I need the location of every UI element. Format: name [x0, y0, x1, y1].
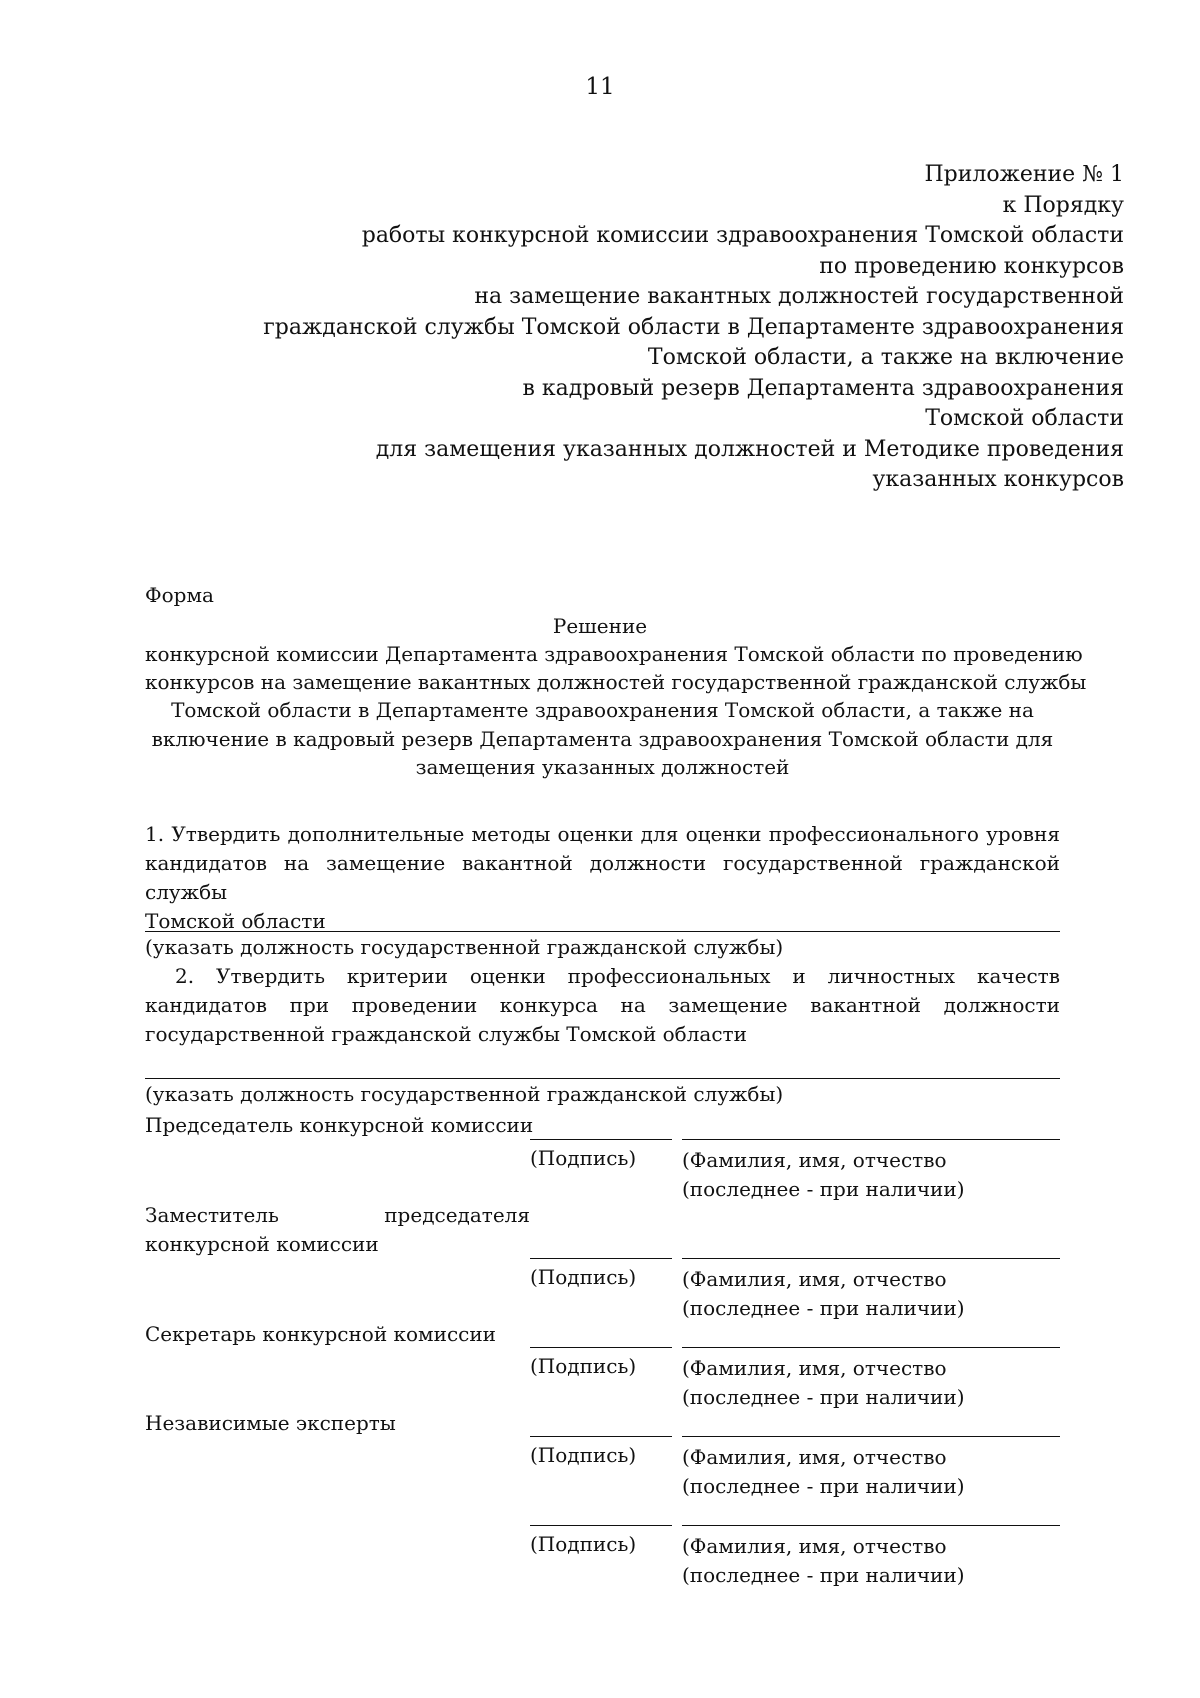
- decision-subtitle-line: замещения указанных должностей: [415, 754, 790, 779]
- name-caption-line: (Фамилия, имя, отчество: [682, 1445, 947, 1469]
- decision-subtitle-line: конкурсной комиссии Департамента здравоохранения Томской области по проведению: [145, 642, 1083, 666]
- decision-subtitle: [145, 640, 1087, 781]
- page-number: 11: [585, 74, 615, 100]
- name-caption: [682, 1146, 965, 1204]
- name-caption-line: (последнее - при наличии): [682, 1385, 965, 1409]
- name-caption-line: (последнее - при наличии): [682, 1177, 965, 1201]
- item1-paragraph: [145, 820, 1060, 936]
- appendix-line: по проведению конкурсов: [819, 253, 1124, 279]
- signature-caption: (Подпись): [530, 1354, 637, 1378]
- appendix-line: к Порядку: [1002, 192, 1124, 218]
- item2-line: 2. Утвердить критерии оценки профессиональных и личностных качеств: [175, 964, 1060, 988]
- deputy-label-line: конкурсной комиссии: [145, 1232, 379, 1256]
- decision-subtitle-line: Томской области в Департаменте здравоохранения Томской области, а также на: [171, 698, 1034, 723]
- signature-caption: (Подпись): [530, 1532, 637, 1556]
- appendix-header: [224, 160, 1124, 496]
- expert-name-line[interactable]: [682, 1436, 1060, 1437]
- position-hint: (указать должность государственной гражданской службы): [145, 1082, 784, 1106]
- appendix-line: работы конкурсной комиссии здравоохранения Томской области: [361, 223, 1124, 248]
- position-hint: (указать должность государственной гражданской службы): [145, 935, 784, 959]
- deputy-chairman-label: [145, 1201, 530, 1259]
- experts-label: Независимые эксперты: [145, 1411, 396, 1435]
- deputy-signature-line[interactable]: [530, 1258, 672, 1259]
- signature-caption: (Подпись): [530, 1265, 637, 1289]
- deputy-label-word: председателя: [384, 1203, 530, 1227]
- decision-subtitle-line: конкурсов на замещение вакантных должностей государственной гражданской службы: [145, 670, 1087, 695]
- item1-line: Томской области: [145, 909, 326, 933]
- form-label: Форма: [145, 583, 214, 607]
- name-caption: [682, 1532, 965, 1590]
- appendix-line: Томской области, а также на включение: [647, 345, 1124, 370]
- signature-caption: (Подпись): [530, 1146, 637, 1170]
- name-caption-line: (последнее - при наличии): [682, 1296, 965, 1320]
- item1-line: 1. Утвердить дополнительные методы оценки для оценки профессионального уровня: [145, 822, 1060, 846]
- appendix-line: в кадровый резерв Департамента здравоохранения: [522, 375, 1124, 401]
- item2-line: кандидатов при проведении конкурса на замещение вакантной должности: [145, 993, 1060, 1017]
- deputy-name-line[interactable]: [682, 1258, 1060, 1259]
- decision-subtitle-line: включение в кадровый резерв Департамента здравоохранения Томской области для: [151, 726, 1054, 751]
- deputy-label-word: Заместитель: [145, 1203, 279, 1227]
- secretary-signature-line[interactable]: [530, 1347, 672, 1348]
- appendix-line: на замещение вакантных должностей государственной: [474, 284, 1124, 309]
- expert-name-line[interactable]: [682, 1525, 1060, 1526]
- appendix-line: гражданской службы Томской области в Департаменте здравоохранения: [263, 314, 1124, 340]
- chairman-signature-line[interactable]: [530, 1139, 672, 1140]
- appendix-line: Томской области: [925, 406, 1124, 431]
- chairman-name-line[interactable]: [682, 1139, 1060, 1140]
- name-caption-line: (Фамилия, имя, отчество: [682, 1267, 947, 1291]
- item2-paragraph: [145, 962, 1060, 1049]
- appendix-line: указанных конкурсов: [872, 467, 1124, 492]
- item2-line: государственной гражданской службы Томской области: [145, 1022, 747, 1046]
- name-caption-line: (Фамилия, имя, отчество: [682, 1534, 947, 1558]
- chairman-label: Председатель конкурсной комиссии: [145, 1113, 534, 1137]
- appendix-line: Приложение № 1: [924, 162, 1124, 187]
- name-caption: [682, 1265, 965, 1323]
- name-caption-line: (последнее - при наличии): [682, 1563, 965, 1587]
- decision-title: Решение: [552, 614, 648, 638]
- name-caption: [682, 1354, 965, 1412]
- name-caption: [682, 1443, 965, 1501]
- position-fill-line[interactable]: [145, 1078, 1060, 1079]
- name-caption-line: (Фамилия, имя, отчество: [682, 1148, 947, 1172]
- signature-caption: (Подпись): [530, 1443, 637, 1467]
- appendix-line: для замещения указанных должностей и Методике проведения: [375, 436, 1124, 462]
- name-caption-line: (последнее - при наличии): [682, 1474, 965, 1498]
- name-caption-line: (Фамилия, имя, отчество: [682, 1356, 947, 1380]
- secretary-name-line[interactable]: [682, 1347, 1060, 1348]
- position-fill-line[interactable]: [145, 931, 1060, 932]
- secretary-label: Секретарь конкурсной комиссии: [145, 1322, 497, 1346]
- expert-signature-line[interactable]: [530, 1436, 672, 1437]
- item1-line: кандидатов на замещение вакантной должности государственной гражданской службы: [145, 851, 1060, 904]
- expert-signature-line[interactable]: [530, 1525, 672, 1526]
